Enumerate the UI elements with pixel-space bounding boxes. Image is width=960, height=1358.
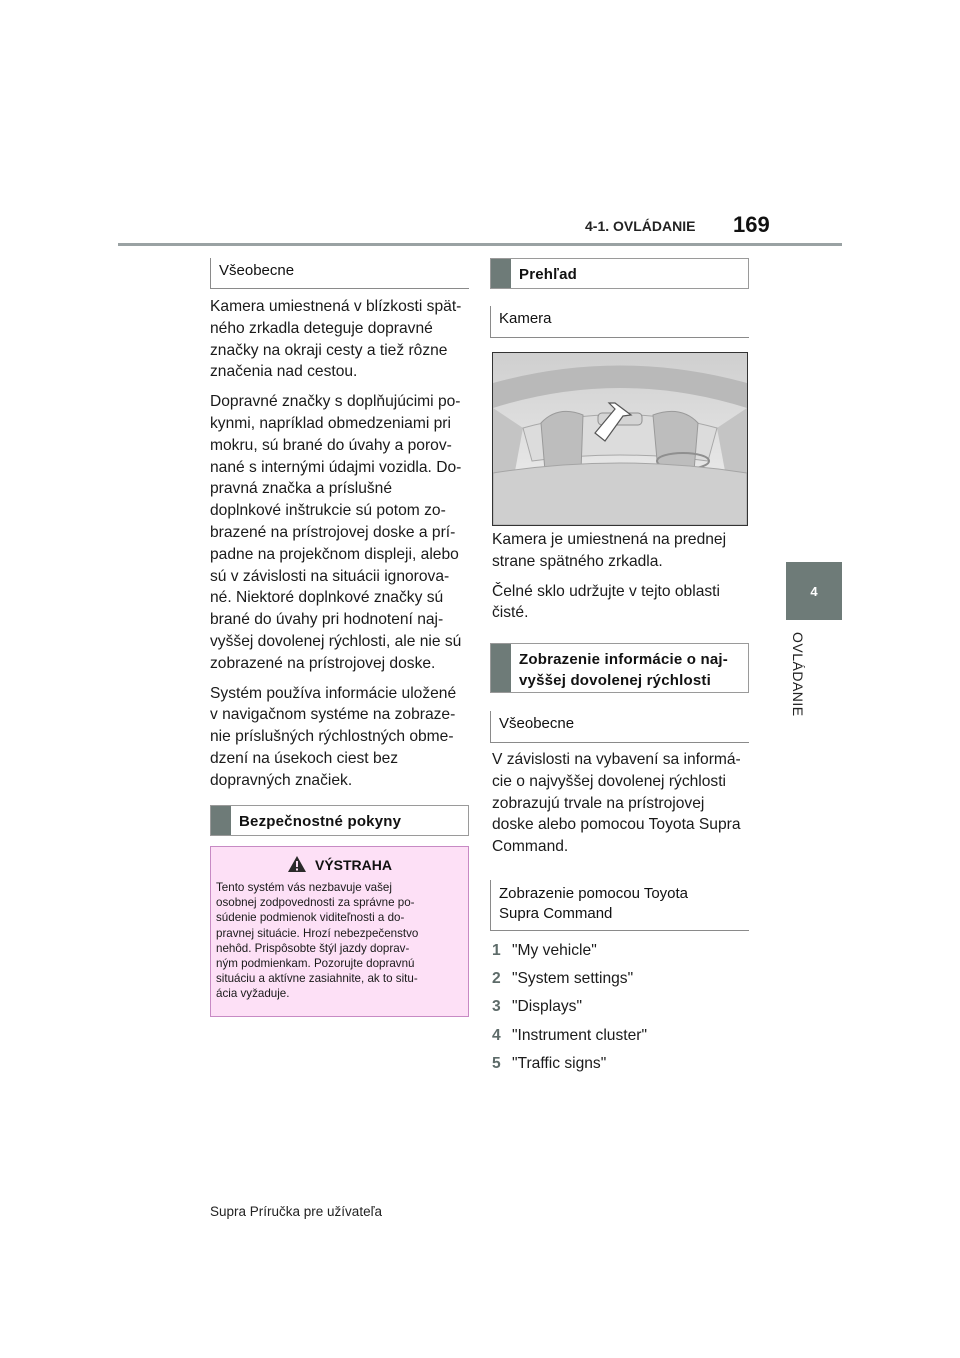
paragraph-additional-signs: Dopravné značky s doplňujúcimi po- kynmi, napríklad obmedzeniami pri mokru, sú brané do úvahy a porov- nané s internými údajmi vozidla. Do- pravná značka a príslušné doplnkové inštrukcie sú potom zo- brazené na prístrojovej doske a prí- padne na projekčnom displeji, alebo sú v závislosti na situácii ignorova- né. Niektoré doplnkové značky sú brané do úvahy pri hodnotení naj- vyššej dovolenej rýchlosti, ale nie sú zobrazené na prístrojovej doske.: [210, 393, 462, 672]
step-number: 1: [492, 942, 501, 959]
step-label: "Displays": [512, 998, 582, 1016]
overview-heading: [490, 258, 749, 289]
warning-triangle-icon: [287, 855, 307, 873]
step-item: [492, 1022, 752, 1050]
step-item: [492, 1050, 752, 1078]
heading-bar: [491, 259, 511, 288]
camera-heading: Kamera: [490, 306, 749, 338]
speed-info-heading-text: Zobrazenie informácie o naj- vyššej dovolenej rýchlosti: [519, 651, 728, 689]
step-label: "Instrument cluster": [512, 1026, 647, 1044]
display-heading: [490, 880, 749, 931]
general-heading-right: Všeobecne: [490, 711, 749, 743]
paragraph-camera-position: Kamera je umiestnená na prednej strane spätného zrkadla.: [492, 531, 727, 570]
warning-text: Tento systém vás nezbavuje vašej osobnej zodpovednosti za správne po- súdenie podmienok viditeľnosti a do- pravnej situácie. Hrozí nebezpečenstvo nehôd. Prispôsobte štýl jazdy doprav- ným podmienkam. Pozorujte dopravnú situáciu a aktívne zasiahnite, ak to situ- ácia vyžaduje.: [216, 881, 419, 1001]
step-number: 5: [492, 1054, 501, 1072]
section-title: 4-1. OVLÁDANIE: [585, 218, 696, 234]
step-item: [492, 937, 752, 965]
warning-box: [210, 846, 469, 1017]
step-label: "System settings": [512, 970, 634, 988]
general-body-right: [492, 749, 754, 858]
step-item: [492, 993, 752, 1021]
safety-heading: [210, 805, 469, 836]
step-label: "Traffic signs": [512, 1054, 607, 1072]
general-heading-left: Všeobecne: [210, 258, 469, 289]
step-number: 3: [492, 998, 501, 1016]
step-item: [492, 965, 752, 993]
camera-body: [492, 529, 754, 624]
heading-bar: [211, 806, 231, 835]
overview-heading-text: Prehľad: [519, 266, 578, 283]
display-heading-text: Zobrazenie pomocou Toyota Supra Command: [499, 885, 689, 922]
left-body: [210, 296, 472, 792]
header-rule: [118, 243, 842, 246]
safety-heading-text: Bezpečnostné pokyny: [239, 813, 402, 830]
step-number: 2: [492, 970, 501, 988]
paragraph-camera-detects: Kamera umiestnená v blízkosti spät- ného zrkadla deteguje dopravné značky na okraji cesty a tiež rôzne značenia nad cestou.: [210, 298, 462, 381]
chapter-label: OVLÁDANIE: [790, 632, 806, 717]
camera-location-image: [492, 352, 748, 526]
chapter-number: 4: [810, 583, 818, 599]
warning-title: VÝSTRAHA: [314, 857, 392, 873]
car-interior-illustration: [493, 353, 747, 525]
warning-title-row: [211, 855, 468, 873]
page-number: 169: [733, 212, 770, 237]
speed-info-heading: [490, 643, 749, 693]
chapter-tab: [786, 562, 842, 620]
menu-steps: [492, 937, 752, 1078]
step-number: 4: [492, 1026, 501, 1044]
step-label: "My vehicle": [512, 942, 597, 959]
paragraph-navigation-data: Systém používa informácie uložené v navigačnom systéme na zobraze- nie príslušných rýchlostných obme- dzení na úsekoch ciest bez dopravných značiek.: [210, 684, 457, 789]
paragraph-speed-display: V závislosti na vybavení sa informá- cie o najvyššej dovolenej rýchlosti zobrazujú trvale na prístrojovej doske alebo pomocou Toyota Supra Command.: [492, 751, 741, 856]
footer-text: Supra Príručka pre užívateľa: [210, 1204, 383, 1219]
heading-bar: [491, 644, 511, 692]
paragraph-keep-clean: Čelné sklo udržujte v tejto oblasti čisté.: [492, 582, 720, 622]
